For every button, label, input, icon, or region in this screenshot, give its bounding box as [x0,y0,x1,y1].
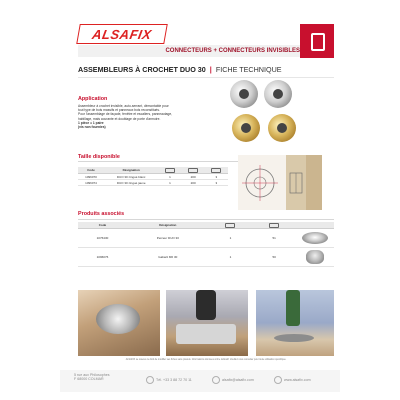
carton-icon [211,168,221,173]
table-row [78,229,334,248]
table-cell: 1 [158,174,181,180]
column-header: Code [78,222,127,229]
table-cell: 1 [158,180,181,186]
table-row [78,180,228,186]
quantity-icon [165,168,175,173]
table-cell: 1 [209,229,253,248]
table-cell: 1076430 [78,229,127,248]
brand-corner-block [300,24,334,58]
title-divider [78,77,334,78]
application-line: habillage, mais courante et doublage de porte d'armoire. [78,116,161,121]
cutter-tool [96,304,140,334]
related-heading: Produits associés [78,211,125,217]
table-cell: 1096070 [78,174,104,180]
related-divider [78,219,334,220]
jig-photo [306,250,324,264]
table-cell: 50 [252,248,296,267]
table-cell: 200 [182,174,205,180]
table-cell [296,248,334,267]
mail-icon [212,376,220,384]
footer-bar [60,370,340,392]
table-cell: Gabarit M6 30 [127,248,209,267]
product-photo-gold [232,114,260,142]
installation-photo [78,290,160,356]
application-line: Pour l'assemblage de façade, fenêtre et escaliers, panneautage, [78,112,173,117]
table-row [78,248,334,267]
installation-photo [256,290,334,356]
box-icon [269,223,279,228]
footer-website[interactable] [274,376,311,384]
alsafix-logo [76,24,168,44]
table-cell: 3 [205,180,228,186]
product-photo-silver [264,80,292,108]
footer-address [74,373,110,381]
application-heading: Application [78,96,108,102]
footer-phone [146,376,192,384]
table-cell: 1 [209,248,253,267]
legal-disclaimer: ALSAFIX se réserve le droit de modifier ses fiches sans préavis. Informations données à titre indicatif. Veuillez nous consulter pour toute utilisation spécifique. [125,359,287,361]
table-cell: 200 [182,180,205,186]
address-line: F 68000 COLMAR [74,377,104,381]
column-header: Code [78,167,104,174]
installation-photo [166,290,248,356]
column-header: Désignation [104,167,158,174]
website-link[interactable]: www.alsafix.com [284,378,311,382]
table-cell: 1096074 [78,180,104,186]
header-subtitle: CONNECTEURS + CONNECTEURS INVISIBLES [165,48,300,54]
table-cell: 1096076 [78,248,127,267]
product-photo-silver [230,80,258,108]
footer-email[interactable] [212,376,254,384]
application-line: Assembleur à crochet invisible, auto-serrant, démontable pour [78,104,169,108]
table-cell: 51 [252,229,296,248]
table-cell: 3 [205,174,228,180]
drawing-svg [238,155,322,210]
drill-bit-photo [302,232,328,244]
table-cell: DUO 30 zingué jaune [104,180,158,186]
logo-text: ALSAFIX [91,26,153,42]
application-line: (vis non fournies) [78,125,106,130]
page-title [78,65,282,74]
column-header: Désignation [127,222,209,229]
screwdriver [286,290,300,326]
email-link[interactable]: alsafix@alsafix.com [222,378,254,382]
application-line: tout type de bois massifs et panneaux bois reconstitués. [78,108,160,113]
sizes-heading: Taille disponible [78,154,120,160]
technical-drawing [238,155,322,210]
connector-disk [274,334,314,342]
table-cell [296,229,334,248]
product-images [228,80,324,144]
document-icon [311,33,325,51]
application-line: 1 pièce = 1 paire [78,120,104,125]
table-cell: DUO 30 zingué blanc [104,174,158,180]
drill-body [196,290,216,320]
title-separator: | [209,65,212,74]
table-cell: Perceur DUO 30 [127,229,209,248]
address-line: 5 rue aux Philosophes [74,373,110,377]
related-table [78,222,334,267]
title-main: ASSEMBLEURS À CROCHET DUO 30 [78,65,206,74]
sizes-table [78,167,228,186]
title-tag: FICHE TECHNIQUE [215,65,282,74]
application-text [78,104,218,129]
box-icon [188,168,198,173]
sizes-divider [78,161,238,162]
quantity-icon [225,223,235,228]
phone-icon [146,376,154,384]
product-photo-gold [268,114,296,142]
phone-text: Tél. +33 3 88 72 70 11 [156,378,192,382]
jig-plate [176,324,236,344]
wood-panel [306,155,322,210]
globe-icon [274,376,282,384]
